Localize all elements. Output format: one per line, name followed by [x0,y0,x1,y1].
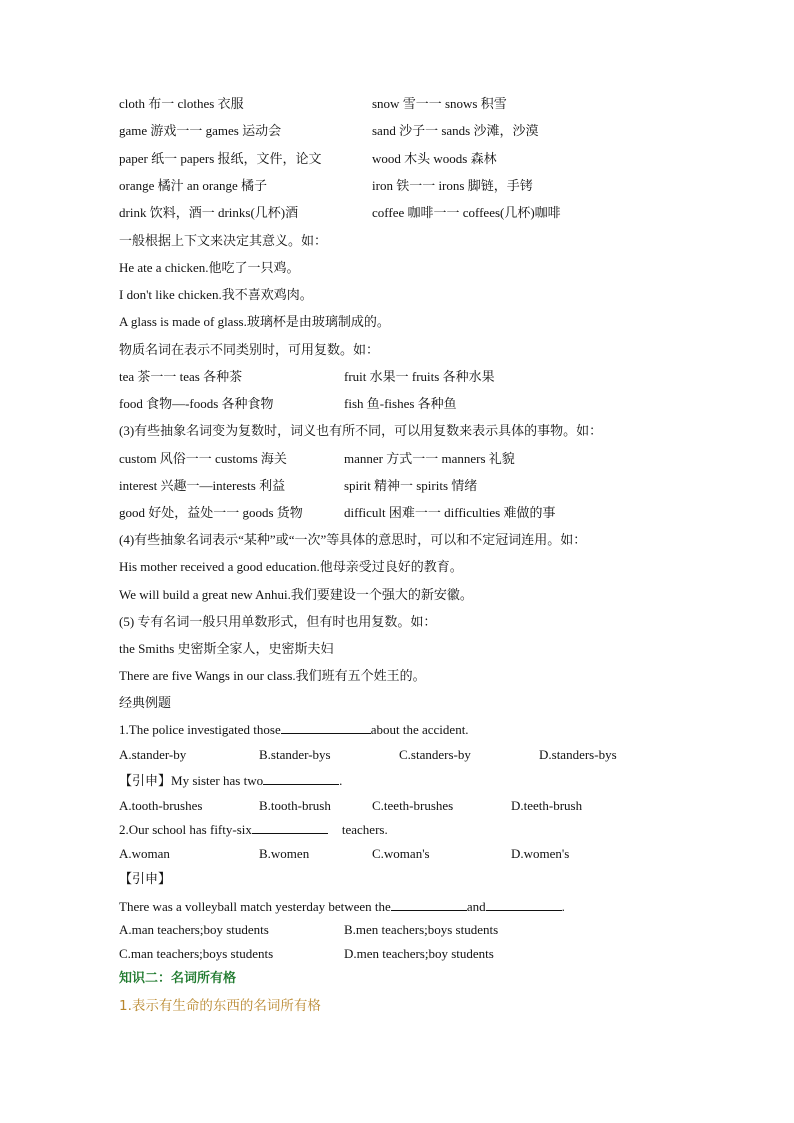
pair-left: good 好处，益处一一 goods 货物 [119,505,303,520]
pair-right: fish 鱼-fishes 各种鱼 [344,396,457,411]
question-text: about the accident. [370,722,469,737]
text-line: 物质名词在表示不同类别时，可用复数。如： [119,342,380,357]
pair-left: interest 兴趣一—interests 利益 [119,478,286,493]
extension-text: . [339,773,343,788]
option-b: B.tooth-brush [259,798,331,813]
pair-right: snow 雪一一 snows 积雪 [372,96,507,111]
example-sentence: I don't like chicken.我不喜欢鸡肉。 [119,287,313,302]
example-sentence: A glass is made of glass.玻璃杯是由玻璃制成的。 [119,314,390,329]
text-line: 一般根据上下文来决定其意义。如： [119,233,328,248]
extension-text: My sister has two [171,773,264,788]
option-d: D.standers-bys [539,747,617,762]
question-2 [119,821,754,839]
section-label: 经典例题 [119,695,172,710]
pair-left: orange 橘汁 an orange 橘子 [119,178,268,193]
example-sentence: There are five Wangs in our class.我们班有五个姓王的。 [119,668,426,683]
example-sentence: He ate a chicken.他吃了一只鸡。 [119,260,300,275]
question-text: teachers. [341,822,388,837]
example-sentence: We will build a great new Anhui.我们要建设一个强大的新安徽。 [119,587,473,602]
pair-right: sand 沙子一 sands 沙滩，沙漠 [372,123,539,138]
option-a: A.woman [119,846,170,861]
option-c: C.man teachers;boys students [119,946,274,961]
pair-left: paper 纸一 papers 报纸，文件，论文 [119,151,322,166]
pair-left: food 食物—-foods 各种食物 [119,396,274,411]
answer-blank [486,898,562,911]
question-text: 1.The police investigated those [119,722,281,737]
extension-2 [119,898,754,916]
pair-left: tea 茶一一 teas 各种茶 [119,369,243,384]
example-sentence: His mother received a good education.他母亲受过良好的教育。 [119,559,463,574]
pair-right: difficult 困难一一 difficulties 难做的事 [344,505,556,520]
text-line: (4)有些抽象名词表示“某种”或“一次”等具体的意思时，可以和不定冠词连用。如： [119,532,587,547]
extension-text: and [466,899,486,914]
option-d: D.women's [511,846,570,861]
pair-right: spirit 精神一 spirits 情绪 [344,478,478,493]
option-c: C.woman's [372,846,430,861]
example-sentence: the Smiths 史密斯全家人，史密斯夫妇 [119,641,334,656]
pair-left: game 游戏一一 games 运动会 [119,123,282,138]
answer-blank [281,721,371,734]
option-d: D.men teachers;boy students [344,946,494,961]
answer-blank [391,898,467,911]
pair-right: manner 方式一一 manners 礼貌 [344,451,515,466]
question-text: 2.Our school has fifty-six [119,822,252,837]
pair-right: fruit 水果一 fruits 各种水果 [344,369,495,384]
option-d: D.teeth-brush [511,798,583,813]
option-a: A.tooth-brushes [119,798,203,813]
option-a: A.man teachers;boy students [119,922,269,937]
section-heading: 知识二：名词所有格 [119,971,237,986]
extension-label: 【引申】 [119,872,172,887]
option-c: C.standers-by [399,747,471,762]
extension-text: There was a volleyball match yesterday between the [119,899,391,914]
extension-1 [119,772,754,791]
pair-right: wood 木头 woods 森林 [372,151,497,166]
extension-label: 【引申】 [119,774,172,789]
pair-left: drink 饮料，酒一 drinks(几杯)酒 [119,205,299,220]
answer-blank [252,821,328,834]
option-c: C.teeth-brushes [372,798,454,813]
pair-right: iron 铁一一 irons 脚链，手铐 [372,178,533,193]
option-b: B.stander-bys [259,747,331,762]
option-a: A.stander-by [119,747,187,762]
option-b: B.women [259,846,310,861]
option-b: B.men teachers;boys students [344,922,499,937]
pair-right: coffee 咖啡一一 coffees(几杯)咖啡 [372,205,561,220]
subsection-heading: 1.表示有生命的东西的名词所有格 [119,998,321,1014]
answer-blank [263,772,339,785]
pair-left: custom 风俗一一 customs 海关 [119,451,287,466]
question-1 [119,721,754,739]
text-line: (3)有些抽象名词变为复数时，词义也有所不同，可以用复数来表示具体的事物。如： [119,423,603,438]
text-line: (5) 专有名词一般只用单数形式，但有时也用复数。如： [119,614,437,629]
pair-left: cloth 布一 clothes 衣服 [119,96,244,111]
extension-text: . [561,899,565,914]
